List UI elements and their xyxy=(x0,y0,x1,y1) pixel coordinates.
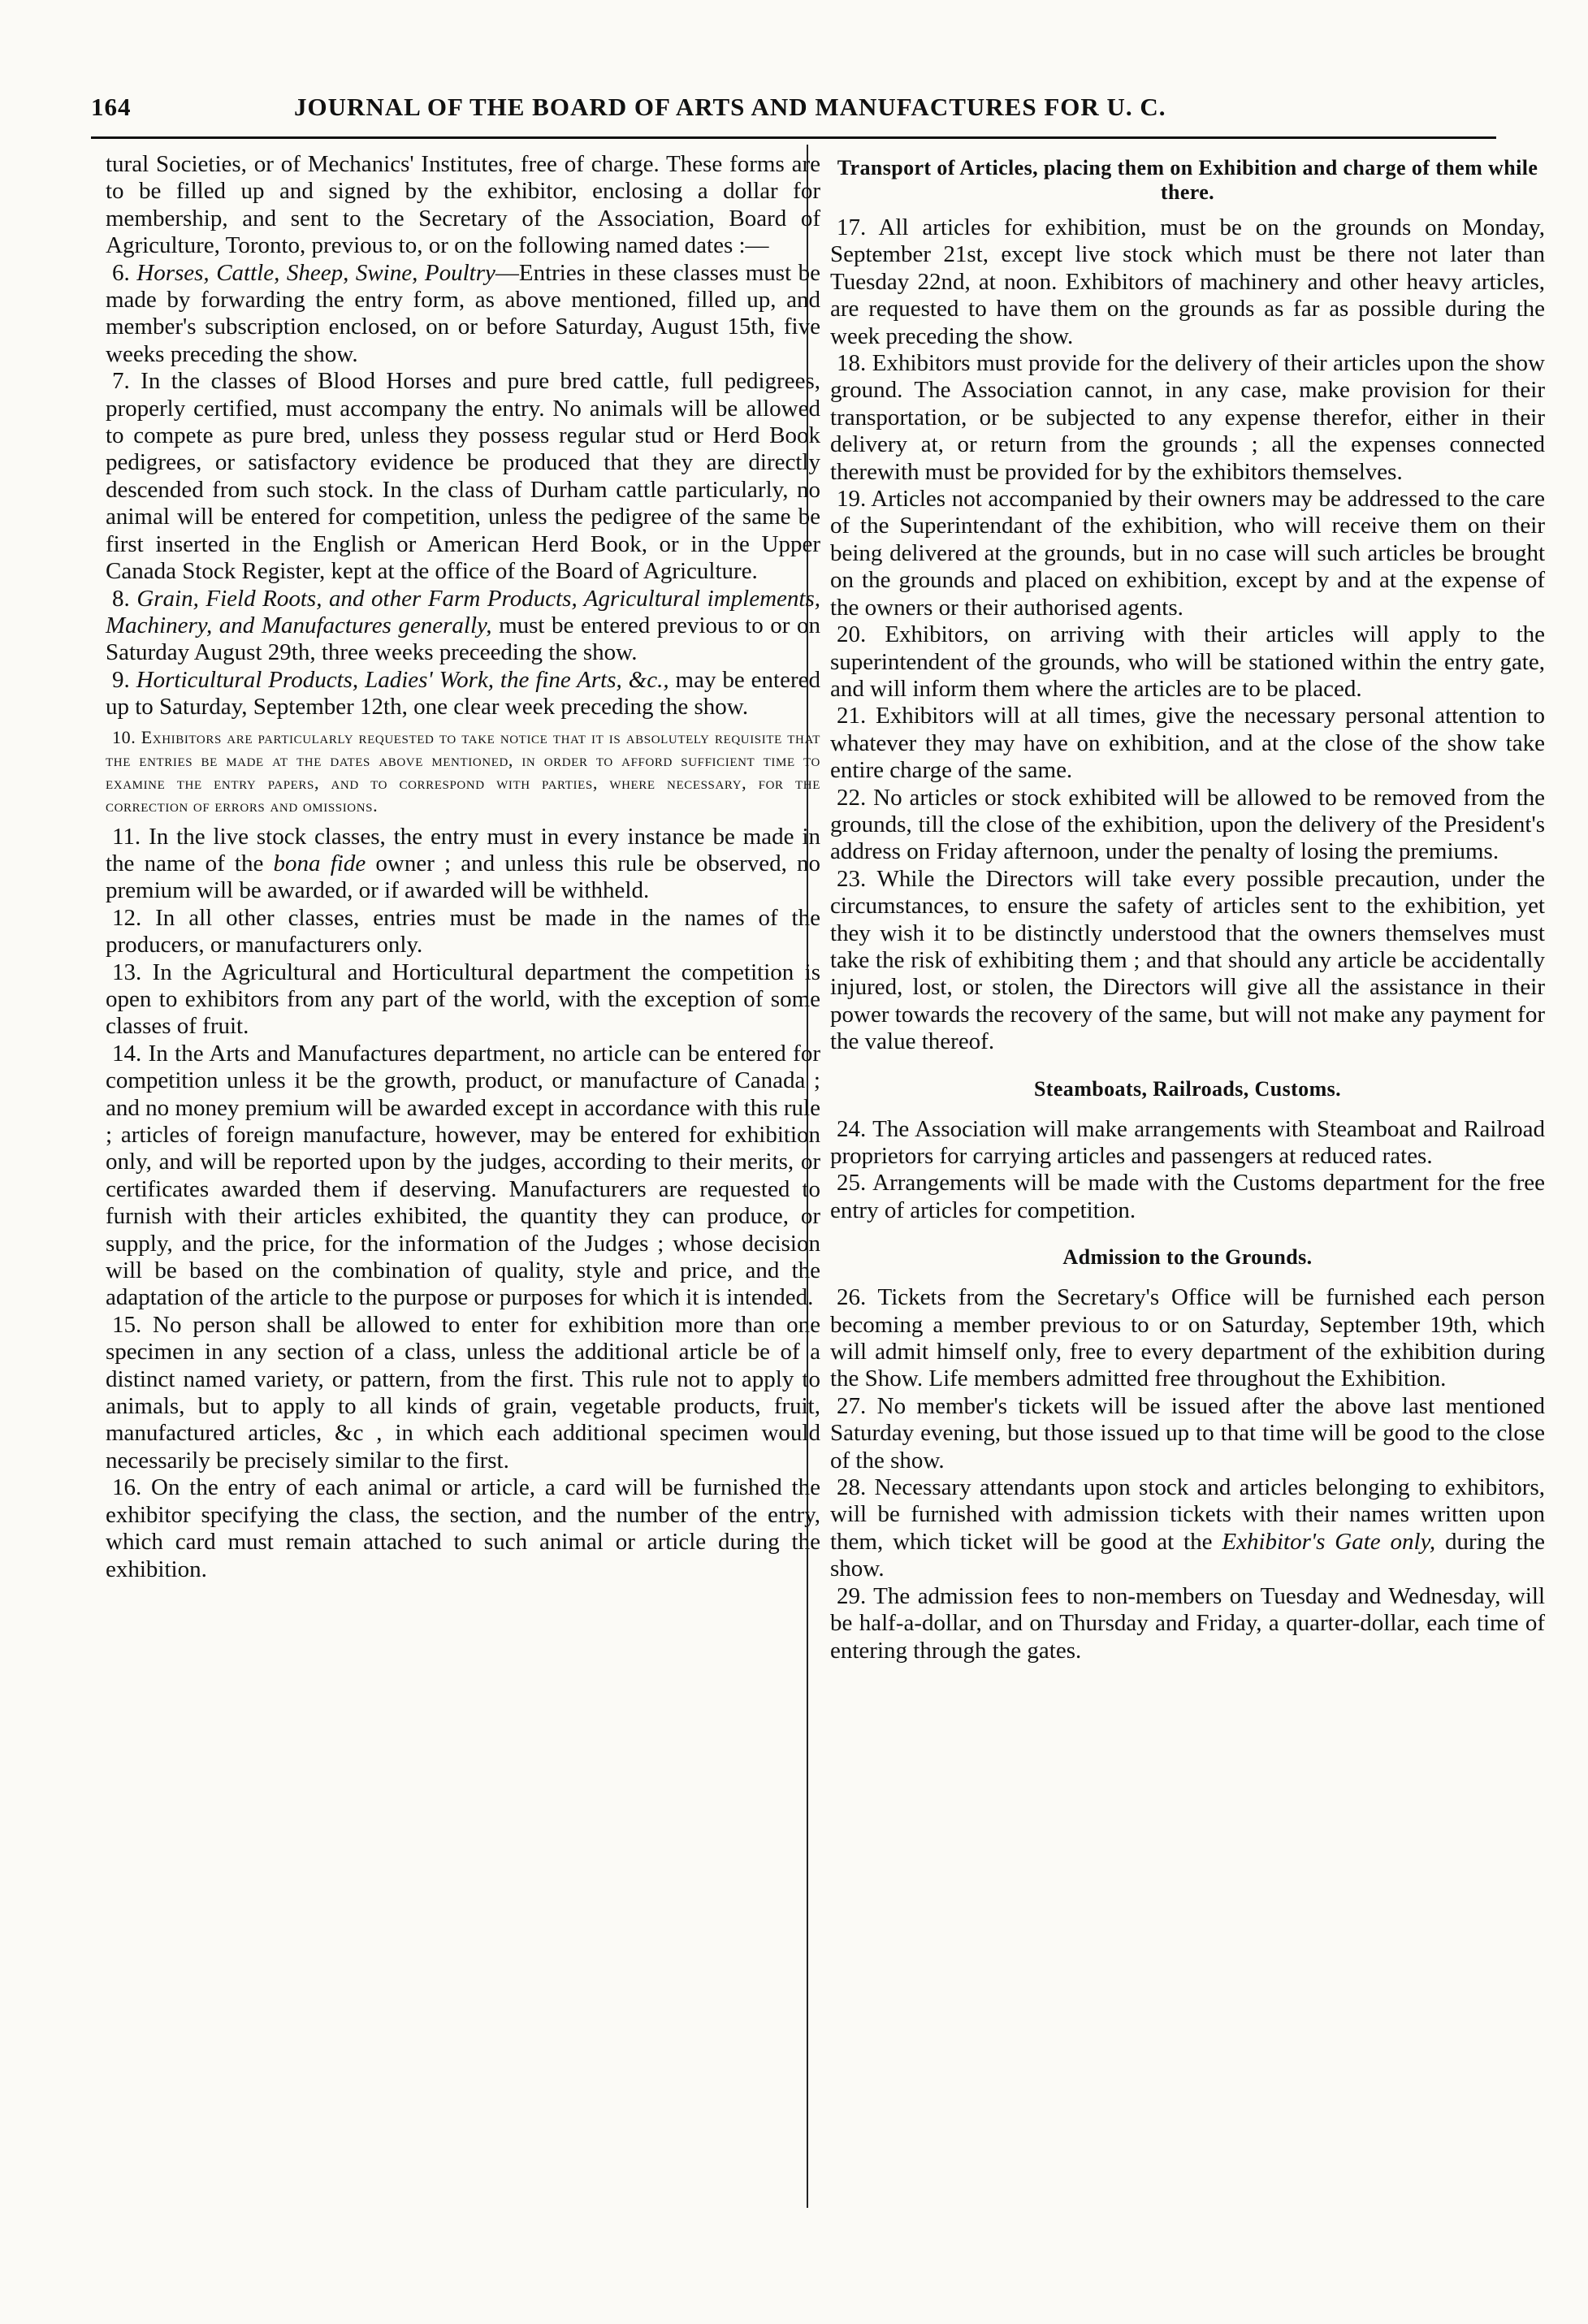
paragraph-8-classes: Grain, Field Roots, and other Farm Products, Agricultural implements, Machinery, and Manufactures generally, xyxy=(106,585,821,638)
paragraph-27: 27. No member's tickets will be issued after the above last mentioned Saturday evening, but those issued up to that time will be good to the close of the show. xyxy=(830,1392,1545,1474)
paragraph-28-italic: Exhibitor's Gate only, xyxy=(1222,1528,1436,1555)
left-column xyxy=(106,151,820,1583)
paragraph-25: 25. Arrangements will be made with the Customs department for the free entry of articles for competition. xyxy=(830,1170,1545,1223)
paragraph-11-text-b: owner ; and unless this rule be observed, no premium will be awarded, or if awarded will be withheld. xyxy=(106,850,821,904)
paragraph-11-italic: bona fide xyxy=(273,850,366,876)
paragraph-18: 18. Exhibitors must provide for the delivery of their articles upon the show ground. The Association cannot, in any case, make provision for their transportation, or be subjected to any expense therefor, either in their delivery at, or return from the grounds ; all the expenses connected therewith must be provided for by the exhibitors themselves. xyxy=(830,350,1545,485)
paragraph-9-number: 9. xyxy=(112,666,130,693)
paragraph-24: 24. The Association will make arrangements with Steamboat and Railroad proprietors for carrying articles and passengers at reduced rates. xyxy=(830,1115,1545,1169)
section-heading-transport: Transport of Articles, placing them on Exhibition and charge of them while there. xyxy=(837,156,1538,204)
paragraph-29: 29. The admission fees to non-members on Tuesday and Wednesday, will be half-a-dollar, and on Thursday and Friday, a quarter-dollar, each time of entering through the gates. xyxy=(830,1582,1545,1664)
paragraph-12: 12. In all other classes, entries must be made in the names of the producers, or manufacturers only. xyxy=(106,904,820,959)
paragraph-9 xyxy=(106,667,820,721)
paragraph-7: 7. In the classes of Blood Horses and pure bred cattle, full pedigrees, properly certified, must accompany the entry. No animals will be allowed to compete as pure bred, unless they possess regular stud or Herd Book pedigrees, or satisfactory evidence be produced that they are directly descended from such stock. In the class of Durham cattle particularly, no animal will be entered for competition, unless the pedigree of the same be first inserted in the English or American Herd Book, or in the Upper Canada Stock Register, kept at the office of the Board of Agriculture. xyxy=(106,368,820,585)
paragraph-28-text-a: 28. Necessary attendants upon stock and articles belonging to exhibitors, will be furnished with admission tickets with their names written upon them, which ticket will be good at the xyxy=(830,1474,1545,1555)
paragraph-16: 16. On the entry of each animal or article, a card will be furnished the exhibitor specifying the class, the section, and the number of the entry, which card must remain attached to such animal or article during the exhibition. xyxy=(106,1474,820,1582)
paragraph-23: 23. While the Directors will take every possible precaution, under the circumstances, to ensure the safety of articles sent to the exhibition, yet they wish it to be distinctly understood that the owners themselves must take the risk of exhibiting them ; and that should any article be accidentally injured, lost, or stolen, the Directors will give all the assistance in their power towards the recovery of the same, but will not make any payment for the value thereof. xyxy=(830,865,1545,1055)
section-heading-admission: Admission to the Grounds. xyxy=(1062,1245,1313,1270)
paragraph-11-text-a: 11. In the live stock classes, the entry must in every instance be made in the name of the xyxy=(106,823,820,876)
paragraph-15: 15. No person shall be allowed to enter for exhibition more than one specimen in any section of a class, unless the additional article be of a distinct named variety, or pattern, from the first. This rule not to apply to animals, but to apply to all kinds of grain, vegetable products, fruit, manufactured articles, &c , in which each additional specimen would necessarily be precisely similar to the first. xyxy=(106,1311,820,1474)
paragraph-17: 17. All articles for exhibition, must be on the grounds on Monday, September 21st, except live stock which must be there not later than Tuesday 22nd, at noon. Exhibitors of machinery and other heavy articles, are requested to have them on the grounds as far as possible during the week preceding the show. xyxy=(830,214,1545,349)
paragraph-21: 21. Exhibitors will at all times, give the necessary personal attention to whatever they may have on exhibition, and at the close of the show take entire charge of the same. xyxy=(830,703,1545,784)
paragraph-19: 19. Articles not accompanied by their owners may be addressed to the care of the Superintendant of the exhibition, who will receive them on their being delivered at the grounds, but in no case will such articles be brought on the grounds and placed on exhibition, except by and at the expense of the owners or their authorised agents. xyxy=(830,486,1545,621)
paragraph-28 xyxy=(830,1474,1545,1583)
right-column xyxy=(830,151,1545,1664)
paragraph-6 xyxy=(106,260,820,369)
paragraph-22: 22. No articles or stock exhibited will be allowed to be removed from the grounds, till the close of the exhibition, upon the delivery of the President's address on Friday afternoon, under the penalty of losing the premiums. xyxy=(830,784,1545,865)
section-heading-steamboats: Steamboats, Railroads, Customs. xyxy=(1033,1076,1342,1101)
paragraph-13: 13. In the Agricultural and Horticultural department the competition is open to exhibitors from any part of the world, with the exception of some classes of fruit. xyxy=(106,959,820,1040)
paragraph-26: 26. Tickets from the Secretary's Office will be furnished each person becoming a member previous to or on Saturday, September 19th, which will admit himself only, free to every department of the exhibition during the Show. Life members admitted free throughout the Exhibition. xyxy=(830,1284,1545,1392)
paragraph-8-number: 8. xyxy=(112,585,130,612)
paragraph-8-text: must be entered previous to or on Saturday August 29th, three weeks preceeding the show. xyxy=(106,612,820,666)
page-number: 164 xyxy=(91,93,132,121)
paragraph-6-text: —Entries in these classes must be made by forwarding the entry form, as above mentioned, filled up, and member's subscription enclosed, on or before Saturday, August 15th, five weeks preceding the show. xyxy=(106,259,821,367)
paragraph-20: 20. Exhibitors, on arriving with their articles will apply to the superintendent of the grounds, who will be stationed within the entry gate, and will inform them where the articles are to be placed. xyxy=(830,621,1545,702)
paragraph-9-classes: Horticultural Products, Ladies' Work, the fine Arts, &c., xyxy=(136,666,669,693)
paragraph-11 xyxy=(106,824,820,905)
page-header xyxy=(91,88,1488,127)
paragraph-28-text-b: during the show. xyxy=(830,1528,1545,1582)
paragraph-10-notice: 10. Exhibitors are particularly requested to take notice that it is absolutely requisite that the entries be made at the dates above mentioned, in order to afford sufficient time to examine the entry papers, and to correspond with parties, where necessary, for the correction of errors and omissions. xyxy=(106,726,820,816)
paragraph-6-number: 6. xyxy=(112,259,130,286)
paragraph-6-classes: Horses, Cattle, Sheep, Swine, Poultry xyxy=(136,259,495,286)
header-rule xyxy=(91,136,1496,139)
paragraph-8 xyxy=(106,586,820,667)
paragraph-9-text: may be entered up to Saturday, September 12th, one clear week preceding the show. xyxy=(106,666,821,721)
paragraph-14: 14. In the Arts and Manufactures department, no article can be entered for competition unless it be the growth, product, or manufacture of Canada ; and no money premium will be awarded except in accordance with this rule ; articles of foreign manufacture, however, may be entered for exhibition only, and will be reported upon by the judges, according to their merits, or certificates awarded them if deserving. Manufacturers are requested to furnish with their articles exhibited, the quantity they can produce, or supply, and the price, for the information of the Judges ; whose decision will be based on the combination of quality, style and price, and the adaptation of the article to the purpose or purposes for which it is intended. xyxy=(106,1040,820,1311)
running-title: JOURNAL OF THE BOARD OF ARTS AND MANUFACTURES FOR U. C. xyxy=(294,93,1166,121)
paragraph-entry-forms: tural Societies, or of Mechanics' Institutes, free of charge. These forms are to be filled up and signed by the exhibitor, enclosing a dollar for membership, and sent to the Secretary of the Association, Board of Agriculture, Toronto, previous to, or on the following named dates :— xyxy=(106,151,820,259)
